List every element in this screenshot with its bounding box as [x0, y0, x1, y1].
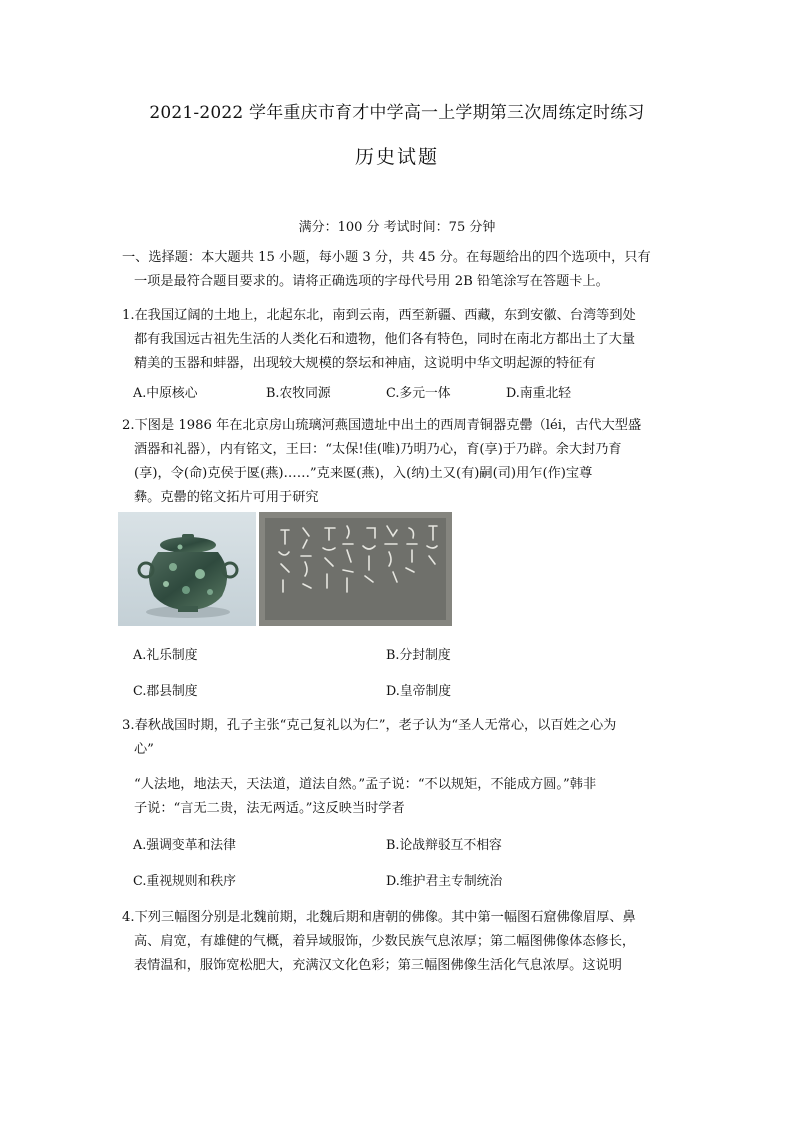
q3-option-d[interactable]: D.维护君主专制统治: [386, 874, 503, 889]
question-stem-line: 酒器和礼器），内有铭文，王曰：“太保!佳(唯)乃明乃心，育(享)于乃辟。余大封乃育: [134, 442, 622, 457]
question-stem-line: 高、肩宽，有雄健的气概，着异域服饰，少数民族气息浓厚；第二幅图佛像体态修长，: [134, 934, 636, 949]
q2-figure: [118, 512, 452, 626]
q2-option-c[interactable]: C.郡县制度: [133, 684, 198, 699]
q3-option-c[interactable]: C.重视规则和秩序: [133, 874, 236, 889]
bronze-vessel-image: [118, 512, 256, 626]
inscription-rubbing-image: [259, 512, 452, 626]
question-2: [122, 414, 682, 510]
q3-option-b[interactable]: B.论战辩驳互不相容: [386, 838, 502, 853]
question-stem-line: 3.春秋战国时期，孔子主张“克己复礼以为仁”，老子认为“圣人无常心，以百姓之心为: [122, 718, 617, 733]
q1-option-a[interactable]: A.中原核心: [133, 386, 198, 401]
question-stem-line: (享)，令(命)克侯于匽(燕)……”克来匽(燕)，入(纳)土又(有)嗣(司)用乍(作)宝尊: [134, 466, 593, 481]
question-stem-line: 彝。克罍的铭文拓片可用于研究: [134, 490, 319, 505]
q3-option-a[interactable]: A.强调变革和法律: [133, 838, 236, 853]
question-stem-line: 4.下列三幅图分别是北魏前期，北魏后期和唐朝的佛像。其中第一幅图石窟佛像眉厚、鼻: [122, 910, 636, 925]
exam-subject: 历史试题: [354, 146, 439, 168]
question-stem-line: 子说：“言无二贵，法无两适。”这反映当时学者: [134, 801, 405, 816]
q1-option-c[interactable]: C.多元一体: [386, 386, 451, 401]
q2-option-a[interactable]: A.礼乐制度: [133, 648, 198, 663]
q1-option-b[interactable]: B.农牧同源: [266, 386, 331, 401]
section-instructions: [122, 246, 682, 294]
question-1: [122, 304, 682, 376]
instruction-line: 一、选择题：本大题共 15 小题，每小题 3 分，共 45 分。在每题给出的四个选项中，只有: [122, 250, 651, 265]
exam-meta: 满分：100 分 考试时间：75 分钟: [298, 220, 496, 235]
question-stem-line: 表情温和，服饰宽松肥大，充满汉文化色彩；第三幅图佛像生活化气息浓厚。这说明: [134, 958, 622, 973]
instruction-line: 一项是最符合题目要求的。请将正确选项的字母代号用 2B 铅笔涂写在答题卡上。: [134, 274, 609, 289]
q2-option-d[interactable]: D.皇帝制度: [386, 684, 452, 699]
q2-option-b[interactable]: B.分封制度: [386, 648, 451, 663]
question-stem-line: 1.在我国辽阔的土地上，北起东北，南到云南，西至新疆、西藏，东到安徽、台湾等到处: [122, 308, 636, 323]
q1-option-d[interactable]: D.南重北轻: [506, 386, 572, 401]
exam-title: 2021-2022 学年重庆市育才中学高一上学期第三次周练定时练习: [149, 103, 645, 123]
question-stem-line: 都有我国远古祖先生活的人类化石和遗物，他们各有特色，同时在南北方都出土了大量: [134, 332, 636, 347]
question-stem-line: 心”: [134, 742, 154, 757]
question-stem-line: 2.下图是 1986 年在北京房山琉璃河燕国遗址中出土的西周青铜器克罍（léi，古代大型盛: [122, 418, 642, 433]
question-stem-line: 精美的玉器和蚌器，出现较大规模的祭坛和神庙，这说明中华文明起源的特征有: [134, 356, 596, 371]
question-stem-line: “人法地，地法天，天法道，道法自然。”孟子说：“不以规矩，不能成方圆。”韩非: [134, 777, 597, 792]
question-3-quote: [122, 773, 682, 821]
question-4: [122, 906, 682, 978]
question-3: [122, 714, 682, 762]
